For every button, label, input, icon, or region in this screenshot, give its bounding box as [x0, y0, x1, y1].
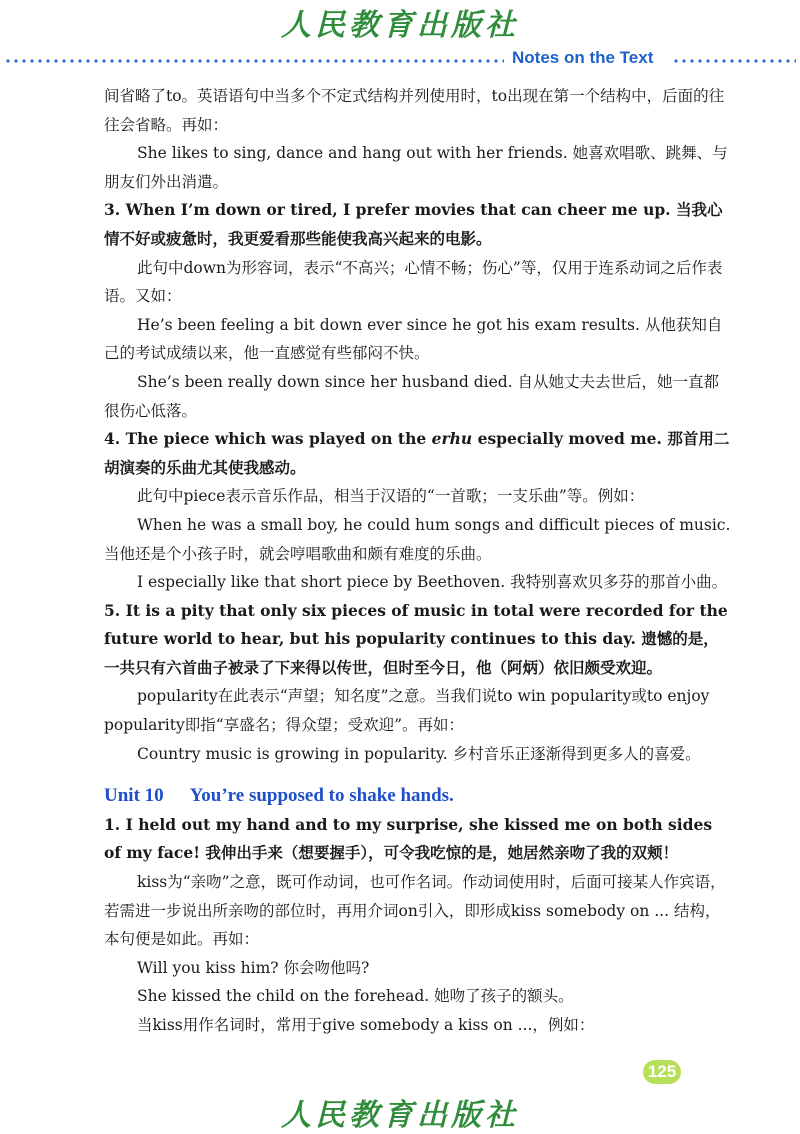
- example-sentence: He’s been feeling a bit down ever since he got his exam results. 从他获知自己的考试成绩以来，他一直感觉有些郁闷不快。: [104, 315, 723, 363]
- note-item-4: [104, 425, 732, 482]
- header-dots-left: [4, 59, 504, 63]
- example-sentence: She’s been really down since her husband died. 自从她丈夫去世后，她一直都很伤心低落。: [104, 372, 720, 420]
- note-item-4-start: 4. The piece which was played on the: [104, 429, 432, 449]
- example-sentence: I especially like that short piece by Beethoven. 我特别喜欢贝多芬的那首小曲。: [137, 573, 728, 592]
- header-dots-right: [672, 59, 796, 63]
- note-item-4-end: especially moved me. 那首用二胡演奏的乐曲尤其使我感动。: [104, 429, 730, 477]
- example-sentence: Country music is growing in popularity. 乡村音乐正逐渐得到更多人的喜爱。: [137, 744, 701, 763]
- page-content: [104, 82, 732, 1040]
- paragraph: 当kiss用作名词时，常用于give somebody a kiss on ...，例如：: [137, 1016, 595, 1034]
- note-item-1: 1. I held out my hand and to my surprise, she kissed me on both sides of my face! 我伸出手来（想要握手），可令我吃惊的是，她居然亲吻了我的双颊！: [104, 814, 713, 863]
- example-sentence: She likes to sing, dance and hang out with her friends. 她喜欢唱歌、跳舞、与朋友们外出消遣。: [104, 144, 728, 191]
- section-title: Notes on the Text: [512, 48, 654, 67]
- unit-label: Unit 10: [104, 785, 164, 807]
- paragraph: kiss为“亲吻”之意，既可作动词，也可作名词。作动词使用时，后面可接某人作宾语，若需进一步说出所亲吻的部位时，再用介词on引入，即形成kiss somebody on ... 结构，本句便是如此。再如：: [104, 873, 726, 949]
- note-item-5: 5. It is a pity that only six pieces of music in total were recorded for the future world to hear, but his popularity continues to this day. 遗憾的是，一共只有六首曲子被录了下来得以传世，但时至今日，他（阿炳）依旧颇受欢迎。: [104, 600, 728, 677]
- paragraph: 间省略了to。英语语句中当多个不定式结构并列使用时，to出现在第一个结构中，后面的往往会省略。再如：: [104, 87, 725, 134]
- paragraph: 此句中piece表示音乐作品，相当于汉语的“一首歌；一支乐曲”等。例如：: [137, 487, 645, 506]
- running-header: [0, 48, 800, 72]
- paragraph: popularity在此表示“声望；知名度”之意。当我们说to win popularity或to enjoy popularity即指“享盛名；得众望；受欢迎”。再如：: [104, 687, 710, 735]
- publisher-logo-bottom: 人民教育出版社: [281, 1098, 519, 1133]
- example-sentence: When he was a small boy, he could hum songs and difficult pieces of music. 当他还是个小孩子时，就会哼唱歌曲和颇有难度的乐曲。: [104, 515, 731, 563]
- unit-title: You’re supposed to shake hands.: [189, 785, 454, 807]
- note-item-3: 3. When I’m down or tired, I prefer movies that can cheer me up. 当我心情不好或疲惫时，我更爱看那些能使我高兴起来的电影。: [104, 200, 723, 248]
- example-sentence: She kissed the child on the forehead. 她吻了孩子的额头。: [137, 987, 574, 1006]
- unit-heading: [104, 782, 732, 811]
- example-sentence: Will you kiss him? 你会吻他吗?: [137, 958, 370, 977]
- publisher-logo-top: 人民教育出版社: [281, 8, 519, 43]
- page-number: 125: [643, 1060, 681, 1084]
- note-item-4-italic: erhu: [431, 429, 473, 449]
- paragraph: 此句中down为形容词，表示“不高兴；心情不畅；伤心”等，仅用于连系动词之后作表语。又如：: [104, 258, 723, 306]
